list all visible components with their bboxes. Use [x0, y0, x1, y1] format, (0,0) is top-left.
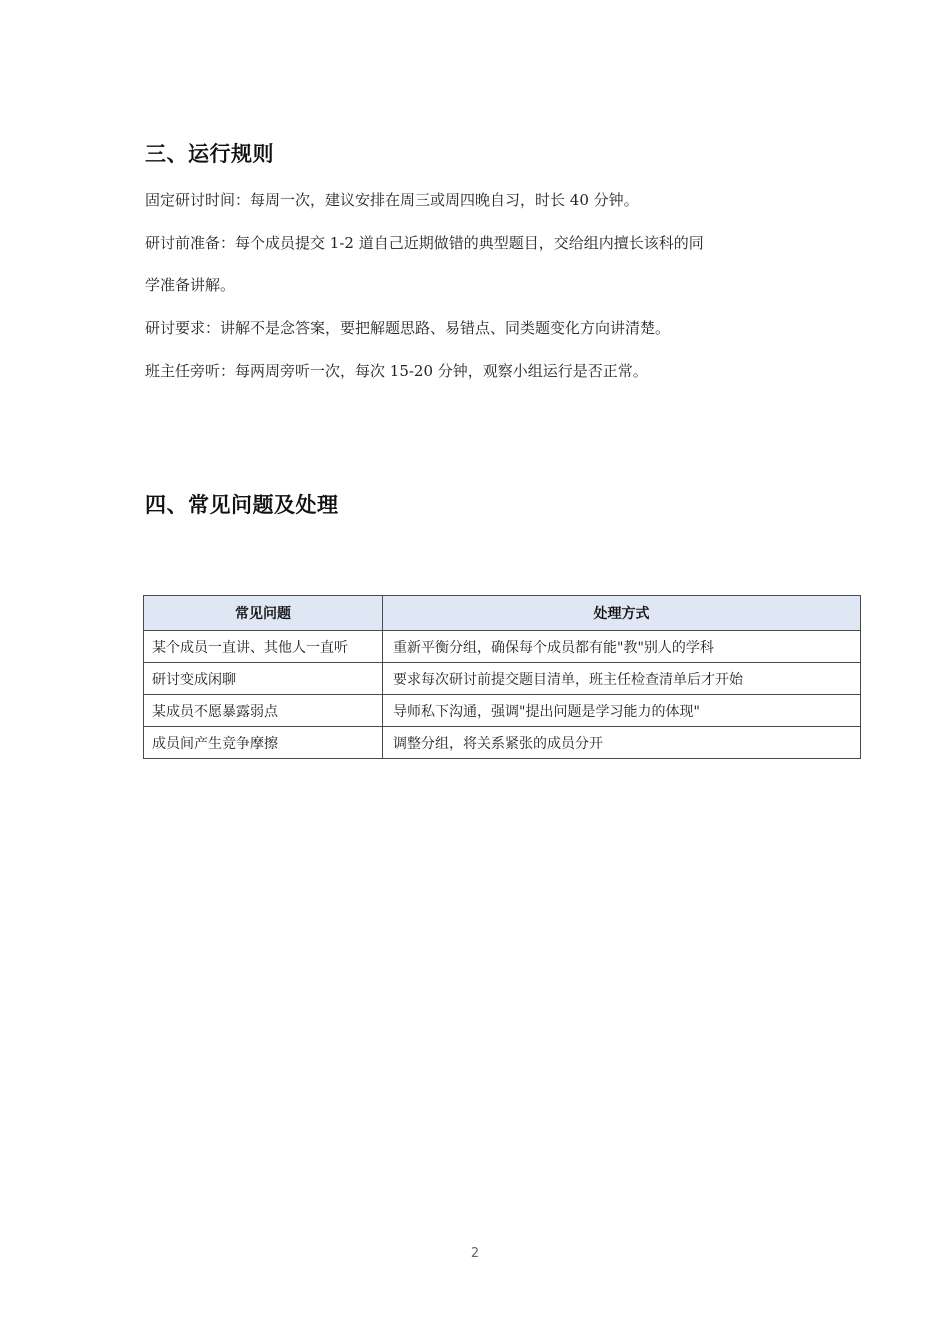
paragraph-fixed-time: 固定研讨时间：每周一次，建议安排在周三或周四晚自习，时长 40 分钟。	[145, 191, 639, 209]
faq-header-solution: 处理方式	[383, 596, 861, 631]
faq-solution-cell: 导师私下沟通，强调"提出问题是学习能力的体现"	[383, 695, 861, 727]
faq-header-problem: 常见问题	[144, 596, 383, 631]
faq-solution-cell: 要求每次研讨前提交题目清单，班主任检查清单后才开始	[383, 663, 861, 695]
faq-solution-cell: 调整分组，将关系紧张的成员分开	[383, 727, 861, 759]
table-row	[144, 663, 861, 695]
faq-table-header-row	[144, 596, 861, 631]
section-heading-rules: 三、运行规则	[145, 142, 274, 166]
section-heading-faq: 四、常见问题及处理	[145, 493, 339, 517]
page-number: 2	[470, 1246, 480, 1261]
paragraph-preparation-line1: 研讨前准备：每个成员提交 1-2 道自己近期做错的典型题目，交给组内擅长该科的同	[145, 234, 704, 252]
paragraph-preparation-line2: 学准备讲解。	[145, 276, 236, 294]
faq-problem-cell: 某成员不愿暴露弱点	[144, 695, 383, 727]
paragraph-teacher-audit: 班主任旁听：每两周旁听一次，每次 15-20 分钟，观察小组运行是否正常。	[145, 362, 648, 380]
faq-problem-cell: 研讨变成闲聊	[144, 663, 383, 695]
table-row	[144, 631, 861, 663]
table-row	[144, 695, 861, 727]
faq-problem-cell: 成员间产生竞争摩擦	[144, 727, 383, 759]
faq-table	[143, 595, 861, 759]
table-row	[144, 727, 861, 759]
paragraph-requirements: 研讨要求：讲解不是念答案，要把解题思路、易错点、同类题变化方向讲清楚。	[145, 319, 671, 337]
faq-problem-cell: 某个成员一直讲、其他人一直听	[144, 631, 383, 663]
faq-solution-cell: 重新平衡分组，确保每个成员都有能"教"别人的学科	[383, 631, 861, 663]
